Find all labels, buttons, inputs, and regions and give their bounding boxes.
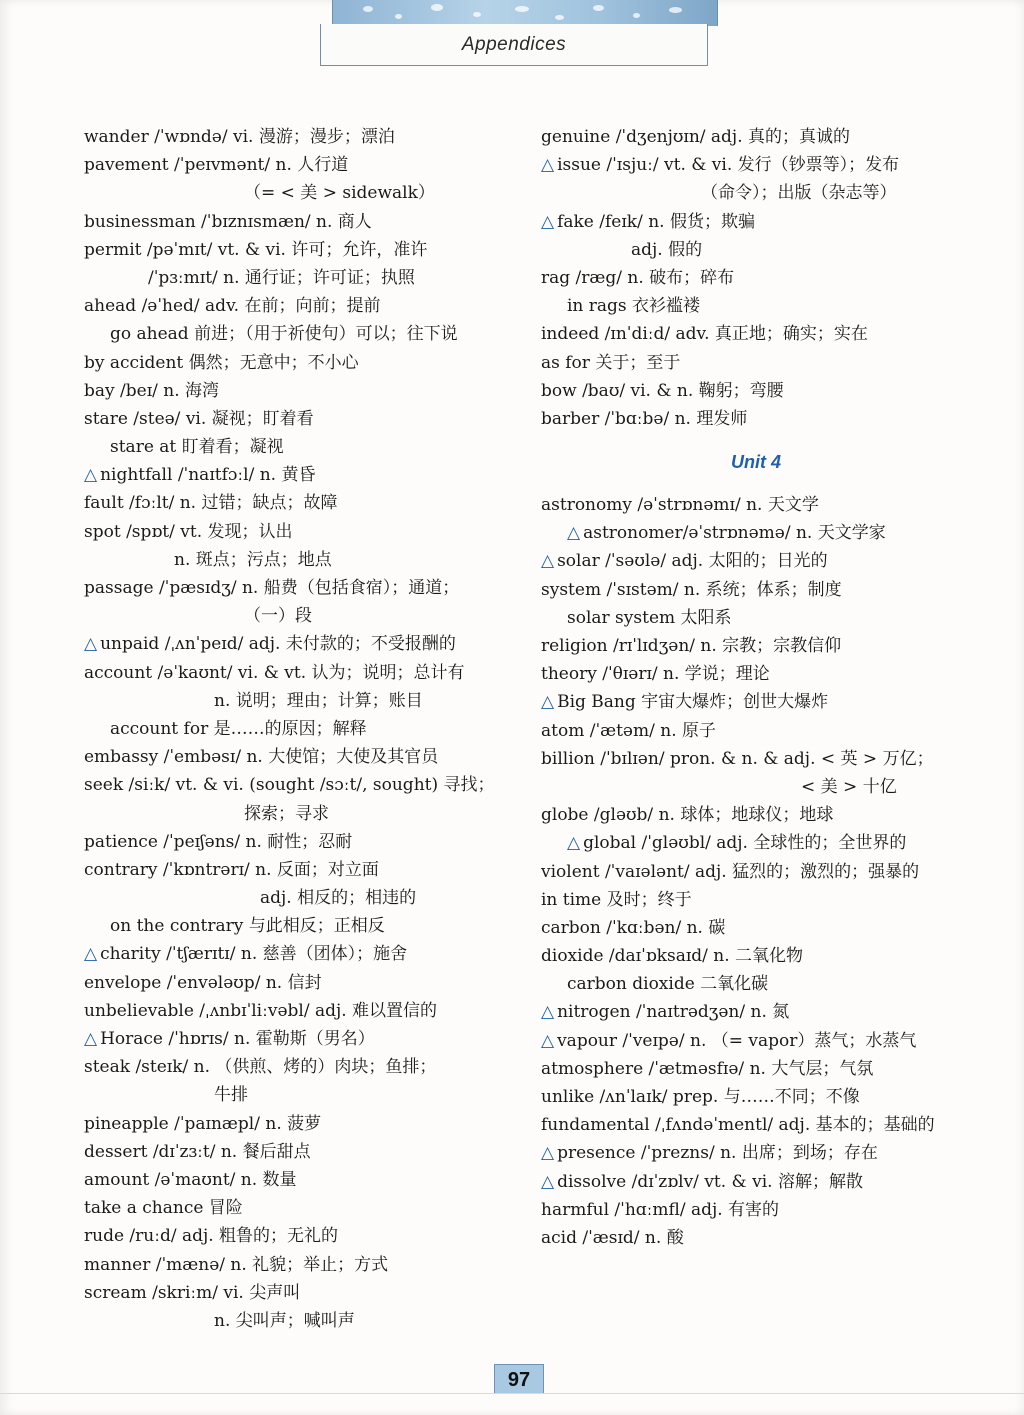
entry-text: globe /gləʊb/ n. 球体；地球仪；地球: [541, 805, 834, 826]
triangle-icon: △: [541, 211, 555, 232]
entry-text: in rags 衣衫褴褛: [567, 296, 701, 317]
entry-text: go ahead 前进；（用于祈使句）可以；往下说: [110, 324, 458, 345]
entry-text: carbon dioxide 二氧化碳: [567, 974, 769, 995]
glossary-entry: [541, 405, 971, 433]
entry-text: spot /spɒt/ vt. 发现；认出: [84, 521, 293, 542]
glossary-entry: [84, 1025, 514, 1053]
glossary-entry: [541, 942, 971, 970]
glossary-entry: [541, 547, 971, 575]
entry-text: ahead /əˈhed/ adv. 在前；向前；提前: [84, 296, 381, 317]
glossary-entry: [84, 1222, 514, 1250]
entry-text: unpaid /ˌʌnˈpeɪd/ adj. 未付款的；不受报酬的: [100, 634, 456, 655]
glossary-entry: [84, 687, 514, 715]
entry-text: theory /ˈθɪərɪ/ n. 学说；理论: [541, 664, 770, 685]
glossary-entry: [84, 602, 514, 630]
triangle-icon: △: [84, 944, 98, 965]
entry-text: vapour /ˈveɪpə/ n. （= vapor）蒸气；水蒸气: [557, 1030, 917, 1051]
entry-text: amount /əˈmaʊnt/ n. 数量: [84, 1169, 297, 1190]
entry-text: account /əˈkaʊnt/ vi. & vt. 认为；说明；总计有: [84, 662, 465, 683]
page-title: Appendices: [461, 34, 567, 55]
glossary-entry: [541, 179, 971, 207]
entry-text: （= < 美 > sidewalk）: [244, 183, 435, 204]
glossary-entry: [84, 856, 514, 884]
entry-text: fake /feɪk/ n. 假货；欺骗: [557, 211, 755, 232]
entry-text: （命令）；出版（杂志等）: [701, 183, 897, 204]
entry-text: in time 及时；终于: [541, 889, 692, 910]
glossary-entry: [541, 292, 971, 320]
glossary-entry: [84, 1110, 514, 1138]
entry-text: acid /ˈæsɪd/ n. 酸: [541, 1227, 684, 1248]
glossary-entry: [541, 1168, 971, 1196]
glossary-entry: [84, 715, 514, 743]
entry-text: charity /ˈtʃærɪtɪ/ n. 慈善（团体）；施舍: [100, 944, 408, 965]
glossary-entry: [541, 829, 971, 857]
glossary-entry: [84, 349, 514, 377]
entry-text: n. 斑点；污点；地点: [174, 549, 332, 570]
entry-text: < 美 > 十亿: [801, 776, 897, 797]
entry-text: dessert /dɪˈzɜːt/ n. 餐后甜点: [84, 1141, 311, 1162]
glossary-entry: [541, 1139, 971, 1167]
glossary-entry: [541, 801, 971, 829]
glossary-entry: [541, 377, 971, 405]
header-banner: [332, 0, 718, 26]
triangle-icon: △: [541, 1171, 555, 1192]
glossary-entry: [541, 349, 971, 377]
entry-text: by accident 偶然；无意中；不小心: [84, 352, 359, 373]
glossary-entry: [84, 1279, 514, 1307]
entry-text: astronomy /əˈstrɒnəmɪ/ n. 天文学: [541, 495, 819, 516]
entry-text: passage /ˈpæsɪdʒ/ n. 船费（包括食宿）；通道；: [84, 578, 460, 598]
glossary-entry: [84, 377, 514, 405]
glossary-entry: [84, 489, 514, 517]
entry-text: scream /skriːm/ vi. 尖声叫: [84, 1282, 301, 1303]
glossary-entry: [541, 745, 971, 773]
glossary-entry: [84, 320, 514, 348]
glossary-entry: [541, 858, 971, 886]
glossary-entry: [541, 264, 971, 292]
glossary-entry: [84, 828, 514, 856]
glossary-entry: [84, 940, 514, 968]
entry-text: manner /ˈmænə/ n. 礼貌；举止；方式: [84, 1254, 389, 1275]
entry-text: bow /baʊ/ vi. & n. 鞠躬；弯腰: [541, 380, 784, 401]
entry-text: Big Bang 宇宙大爆炸；创世大爆炸: [557, 692, 829, 713]
entry-text: presence /ˈprezns/ n. 出席；到场；存在: [557, 1143, 878, 1164]
entry-text: contrary /ˈkɒntrərɪ/ n. 反面；对立面: [84, 859, 379, 880]
triangle-icon: △: [541, 692, 555, 713]
entry-text: as for 关于；至于: [541, 352, 681, 373]
triangle-icon: △: [567, 523, 581, 544]
entry-text: dissolve /dɪˈzɒlv/ vt. & vi. 溶解；解散: [557, 1171, 863, 1192]
entry-text: genuine /ˈdʒenjʊɪn/ adj. 真的；真诚的: [541, 127, 851, 147]
entry-text: atom /ˈætəm/ n. 原子: [541, 720, 717, 741]
glossary-entry: [84, 1081, 514, 1109]
glossary-entry: [541, 998, 971, 1026]
glossary-entry: [84, 997, 514, 1025]
glossary-entry: [84, 659, 514, 687]
triangle-icon: △: [541, 1143, 555, 1164]
glossary-entry: [84, 546, 514, 574]
glossary-entry: [84, 518, 514, 546]
glossary-entry: [541, 632, 971, 660]
glossary-entry: [541, 604, 971, 632]
glossary-entry: [541, 1111, 971, 1139]
glossary-entry: [84, 461, 514, 489]
triangle-icon: △: [84, 1029, 98, 1049]
entry-text: adj. 相反的；相违的: [260, 888, 417, 909]
entry-text: /ˈpɜːmɪt/ n. 通行证；许可证；执照: [148, 267, 415, 288]
glossary-entry: [84, 179, 514, 207]
entry-text: bay /beɪ/ n. 海湾: [84, 380, 220, 401]
entry-text: indeed /ɪnˈdiːd/ adv. 真正地；确实；实在: [541, 324, 868, 345]
entry-text: patience /ˈpeɪʃəns/ n. 耐性；忍耐: [84, 831, 353, 852]
entry-text: rude /ruːd/ adj. 粗鲁的；无礼的: [84, 1226, 339, 1247]
entry-text: fundamental /ˌfʌndəˈmentl/ adj. 基本的；基础的: [541, 1115, 935, 1136]
entry-text: wander /ˈwɒndə/ vi. 漫游；漫步；漂泊: [84, 127, 395, 147]
entry-text: adj. 假的: [631, 239, 703, 260]
entry-text: billion /ˈbɪlɪən/ pron. & n. & adj. < 英 > 万亿；: [541, 748, 934, 769]
glossary-entry: [541, 773, 971, 801]
glossary-entry: [84, 405, 514, 433]
entry-text: issue /ˈɪsjuː/ vt. & vi. 发行（钞票等）；发布: [557, 155, 900, 176]
entry-text: n. 尖叫声；喊叫声: [214, 1310, 355, 1331]
glossary-entry: [84, 912, 514, 940]
entry-text: permit /pəˈmɪt/ vt. & vi. 许可；允许，准许: [84, 239, 428, 260]
glossary-entry: [541, 1224, 971, 1252]
entry-text: dioxide /daɪˈɒksaɪd/ n. 二氧化物: [541, 946, 804, 967]
entry-text: system /ˈsɪstəm/ n. 系统；体系；制度: [541, 579, 842, 600]
glossary-entry: [84, 743, 514, 771]
entry-text: harmful /ˈhɑːmfl/ adj. 有害的: [541, 1199, 780, 1220]
entry-text: businessman /ˈbɪznɪsmæn/ n. 商人: [84, 211, 372, 232]
glossary-entry: [541, 1027, 971, 1055]
right-column: [541, 123, 971, 1252]
glossary-entry: [84, 433, 514, 461]
glossary-entry: [84, 123, 514, 151]
entry-text: steak /steɪk/ n. （供煎、烤的）肉块；鱼排；: [84, 1057, 437, 1078]
glossary-entry: [84, 292, 514, 320]
glossary-entry: [84, 208, 514, 236]
entry-text: stare /steə/ vi. 凝视；盯着看: [84, 408, 314, 429]
entry-text: unbelievable /ˌʌnbɪˈliːvəbl/ adj. 难以置信的: [84, 1000, 438, 1021]
entry-text: on the contrary 与此相反；正相反: [110, 916, 385, 937]
triangle-icon: △: [541, 551, 555, 572]
glossary-entry: [84, 264, 514, 292]
entry-text: violent /ˈvaɪələnt/ adj. 猛烈的；激烈的；强暴的: [541, 861, 920, 882]
glossary-entry: [541, 320, 971, 348]
glossary-entry: [541, 123, 971, 151]
entry-text: religion /rɪˈlɪdʒən/ n. 宗教；宗教信仰: [541, 636, 842, 656]
glossary-entry: [84, 630, 514, 658]
glossary-entry: [84, 151, 514, 179]
entry-text: embassy /ˈembəsɪ/ n. 大使馆；大使及其官员: [84, 747, 439, 768]
glossary-entry: [541, 660, 971, 688]
entry-text: account for 是……的原因；解释: [110, 718, 367, 739]
glossary-entry: [541, 491, 971, 519]
triangle-icon: △: [541, 155, 555, 176]
entry-text: nitrogen /ˈnaɪtrədʒən/ n. 氮: [557, 1002, 790, 1023]
entry-text: （一）段: [244, 606, 312, 627]
triangle-icon: △: [84, 465, 98, 486]
glossary-entry: [541, 208, 971, 236]
entry-text: carbon /ˈkɑːbən/ n. 碳: [541, 917, 726, 938]
page-number: 97: [494, 1364, 544, 1394]
glossary-entry: [84, 1166, 514, 1194]
glossary-entry: [541, 576, 971, 604]
entry-text: stare at 盯着看；凝视: [110, 437, 284, 458]
glossary-entry: [541, 1196, 971, 1224]
triangle-icon: △: [567, 833, 581, 854]
glossary-entry: [84, 800, 514, 828]
glossary-entry: [541, 1083, 971, 1111]
entry-text: solar system 太阳系: [567, 607, 732, 628]
entry-text: rag /ræg/ n. 破布；碎布: [541, 267, 735, 288]
footer-rule: [0, 1393, 1024, 1394]
triangle-icon: △: [84, 634, 98, 655]
entry-text: unlike /ʌnˈlaɪk/ prep. 与……不同；不像: [541, 1087, 860, 1107]
entry-text: nightfall /ˈnaɪtfɔːl/ n. 黄昏: [100, 465, 316, 486]
glossary-entry: [541, 717, 971, 745]
glossary-entry: [541, 914, 971, 942]
entry-text: barber /ˈbɑːbə/ n. 理发师: [541, 408, 748, 429]
glossary-entry: [541, 236, 971, 264]
glossary-entry: [84, 1053, 514, 1081]
glossary-entry: [541, 886, 971, 914]
glossary-entry: [84, 1194, 514, 1222]
glossary-entry: [541, 970, 971, 998]
glossary-entry: [84, 771, 514, 799]
entry-text: atmosphere /ˈætməsfɪə/ n. 大气层；气氛: [541, 1058, 874, 1079]
unit-heading: Unit 4: [730, 452, 781, 473]
glossary-entry: [84, 236, 514, 264]
triangle-icon: △: [541, 1002, 555, 1023]
left-column: [84, 123, 514, 1335]
glossary-entry: [84, 884, 514, 912]
entry-text: fault /fɔːlt/ n. 过错；缺点；故障: [84, 493, 338, 514]
entry-text: pavement /ˈpeɪvmənt/ n. 人行道: [84, 155, 349, 176]
glossary-entry: [541, 151, 971, 179]
glossary-entry: [84, 1251, 514, 1279]
entry-text: solar /ˈsəʊlə/ adj. 太阳的；日光的: [557, 551, 828, 572]
triangle-icon: △: [541, 1030, 555, 1051]
entry-text: astronomer/əˈstrɒnəmə/ n. 天文学家: [583, 523, 886, 544]
entry-text: n. 说明；理由；计算；账目: [214, 690, 423, 711]
glossary-entry: [541, 519, 971, 547]
entry-text: pineapple /ˈpaɪnæpl/ n. 菠萝: [84, 1113, 322, 1134]
entry-text: seek /siːk/ vt. & vi. (sought /sɔːt/, sought) 寻找；: [84, 775, 495, 796]
entry-text: envelope /ˈenvələʊp/ n. 信封: [84, 972, 322, 993]
glossary-entry: [541, 1055, 971, 1083]
entry-text: global /ˈgləʊbl/ adj. 全球性的；全世界的: [583, 833, 907, 854]
glossary-entry: [541, 688, 971, 716]
entry-text: take a chance 冒险: [84, 1198, 243, 1219]
entry-text: 探索；寻求: [244, 803, 329, 824]
glossary-entry: [84, 969, 514, 997]
entry-text: 牛排: [214, 1085, 248, 1106]
glossary-entry: [84, 1307, 514, 1335]
glossary-entry: [84, 574, 514, 602]
entry-text: Horace /ˈhɒrɪs/ n. 霍勒斯（男名）: [100, 1029, 375, 1049]
glossary-entry: [84, 1138, 514, 1166]
